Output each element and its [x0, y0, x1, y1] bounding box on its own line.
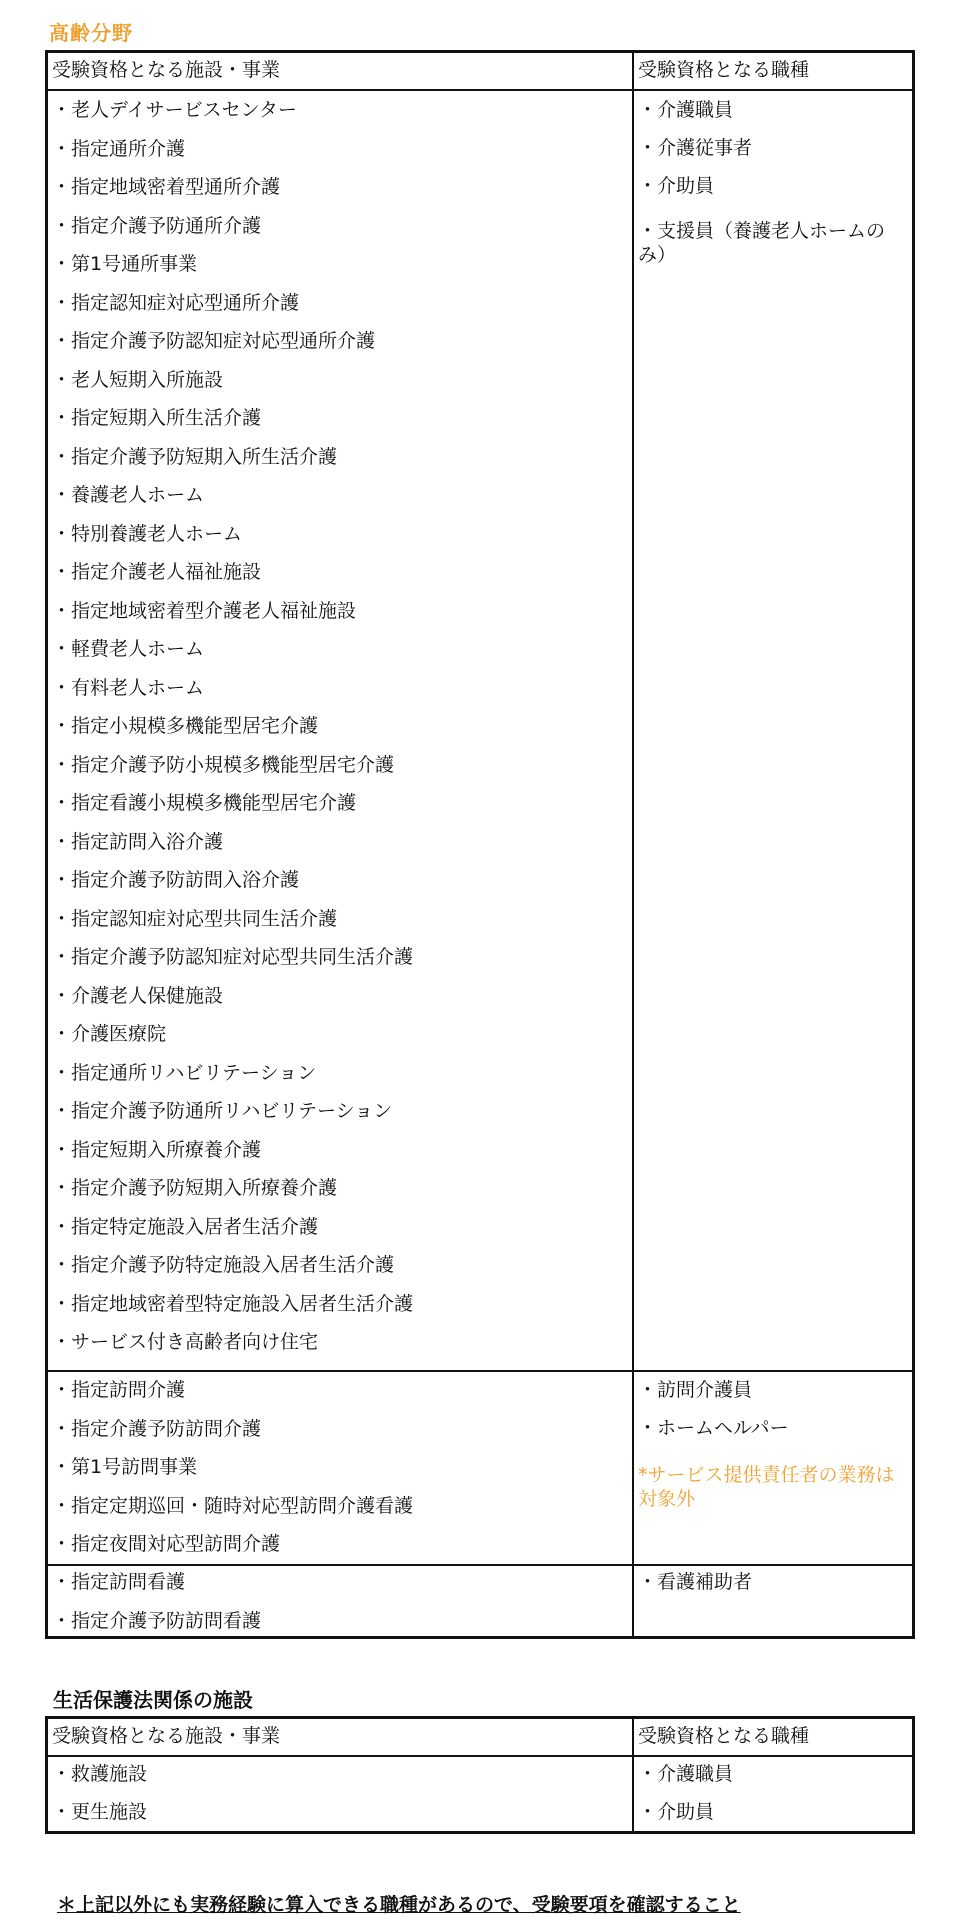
facility-item: ・指定介護予防訪問入浴介護 [52, 869, 300, 891]
welfare-role-2: ・介助員 [638, 1801, 715, 1823]
facility-item: ・老人デイサービスセンター [52, 99, 297, 121]
facility-item: ・指定介護予防通所リハビリテーション [52, 1100, 393, 1122]
group3-facility-list [52, 1570, 261, 1647]
group2-role-2: ・ホームヘルパー [638, 1417, 789, 1439]
facility-item: ・第1号訪問事業 [52, 1456, 198, 1478]
welfare-facility-2: ・更生施設 [52, 1801, 148, 1823]
facility-item: ・指定定期巡回・随時対応型訪問介護看護 [52, 1494, 414, 1517]
welfare-header-facilities: 受験資格となる施設・事業 [52, 1725, 281, 1747]
facility-item: ・指定夜間対応型訪問介護 [52, 1533, 281, 1555]
facility-item: ・養護老人ホーム [52, 484, 205, 506]
service-manager-exclusion-note: *サービス提供責任者の業務は対象外 [638, 1464, 895, 1510]
facility-item: ・指定認知症対応型通所介護 [52, 291, 300, 314]
section-title-elderly: 高齢分野 [49, 21, 133, 45]
facility-item: ・指定介護予防訪問看護 [52, 1609, 262, 1632]
facility-item: ・軽費老人ホーム [52, 638, 205, 660]
facility-item: ・指定介護予防認知症対応型通所介護 [52, 330, 376, 352]
welfare-role-1: ・介護職員 [638, 1763, 734, 1785]
group2-facility-list [52, 1378, 413, 1571]
header-facilities: 受験資格となる施設・事業 [52, 59, 281, 81]
facility-item: ・介護医療院 [52, 1023, 167, 1045]
facility-item: ・指定介護老人福祉施設 [52, 561, 262, 583]
facility-item: ・老人短期入所施設 [52, 368, 224, 391]
facility-item: ・指定短期入所生活介護 [52, 407, 262, 429]
facility-item: ・指定訪問入浴介護 [52, 830, 224, 853]
facility-item: ・サービス付き高齢者向け住宅 [52, 1331, 319, 1353]
facility-item: ・特別養護老人ホーム [52, 522, 243, 545]
section-title-welfare: 生活保護法関係の施設 [53, 1688, 253, 1712]
facility-item: ・指定訪問介護 [52, 1379, 186, 1401]
group3-role-1: ・看護補助者 [638, 1571, 753, 1593]
facility-item: ・指定介護予防訪問介護 [52, 1417, 262, 1440]
footer-note: ＊上記以外にも実務経験に算入できる職種があるので、受験要項を確認すること [57, 1894, 741, 1916]
facility-item: ・指定看護小規模多機能型居宅介護 [52, 792, 357, 814]
group1-role-3: ・介助員 [638, 175, 715, 197]
facility-item: ・指定介護予防通所介護 [52, 214, 262, 237]
facility-item: ・有料老人ホーム [52, 676, 205, 699]
welfare-facility-1: ・救護施設 [52, 1763, 148, 1785]
facility-item: ・指定介護予防短期入所生活介護 [52, 445, 338, 468]
group1-facility-list [52, 98, 413, 1369]
group1-role-1: ・介護職員 [638, 99, 734, 121]
facility-item: ・指定通所介護 [52, 137, 186, 160]
group2-role-1: ・訪問介護員 [638, 1379, 753, 1401]
facility-item: ・指定介護予防認知症対応型共同生活介護 [52, 946, 414, 968]
facility-item: ・指定特定施設入居者生活介護 [52, 1215, 319, 1238]
facility-item: ・指定地域密着型介護老人福祉施設 [52, 599, 357, 622]
facility-item: ・指定通所リハビリテーション [52, 1061, 317, 1084]
header-occupations: 受験資格となる職種 [638, 59, 810, 81]
facility-item: ・指定介護予防短期入所療養介護 [52, 1177, 338, 1199]
facility-item: ・指定訪問看護 [52, 1571, 186, 1593]
facility-item: ・指定介護予防小規模多機能型居宅介護 [52, 753, 395, 776]
facility-item: ・第1号通所事業 [52, 253, 198, 275]
facility-item: ・指定小規模多機能型居宅介護 [52, 715, 319, 737]
facility-item: ・介護老人保健施設 [52, 984, 224, 1007]
facility-item: ・指定地域密着型通所介護 [52, 176, 281, 198]
facility-item: ・指定短期入所療養介護 [52, 1138, 262, 1161]
facility-item: ・指定地域密着型特定施設入居者生活介護 [52, 1292, 414, 1315]
group1-role-4: ・支援員（養護老人ホームのみ） [638, 220, 886, 266]
welfare-header-occupations: 受験資格となる職種 [638, 1725, 810, 1747]
facility-item: ・指定認知症対応型共同生活介護 [52, 907, 338, 930]
facility-item: ・指定介護予防特定施設入居者生活介護 [52, 1254, 395, 1276]
group1-role-2: ・介護従事者 [638, 137, 753, 159]
